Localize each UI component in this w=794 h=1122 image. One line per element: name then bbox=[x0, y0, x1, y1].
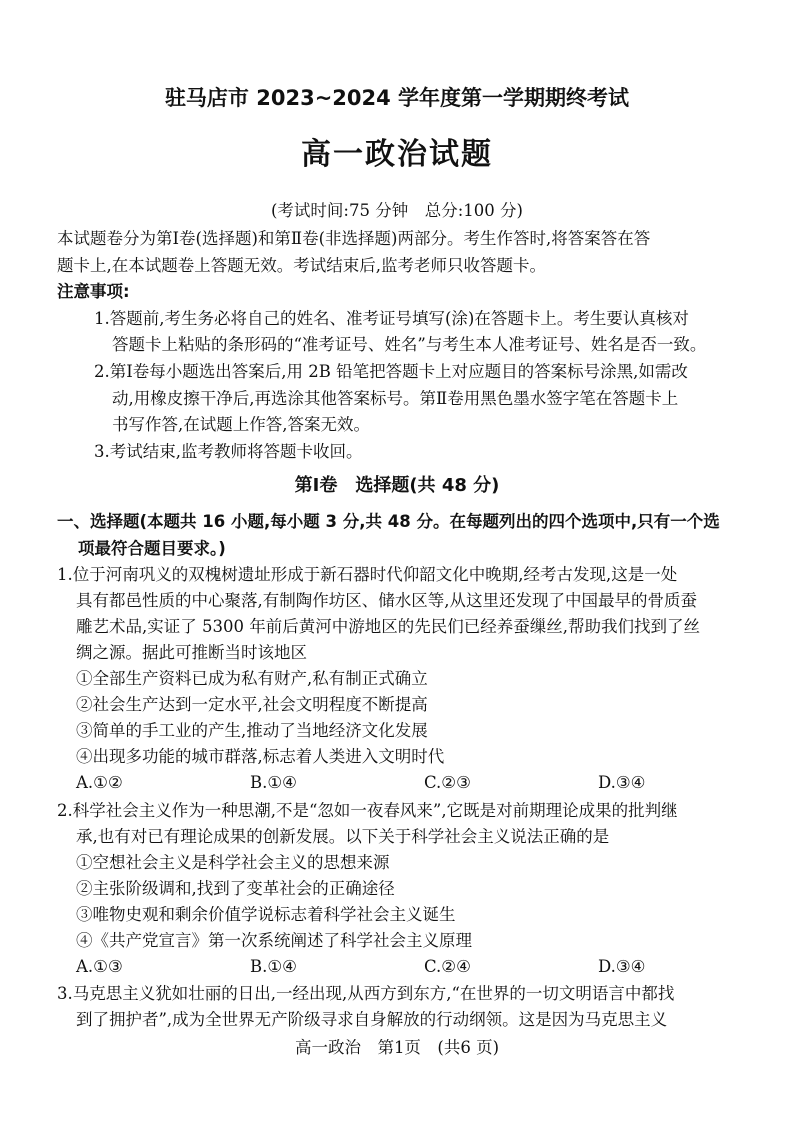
q1-stem-line: 绸之源。据此可推断当时该地区 bbox=[76, 643, 307, 662]
notice-line: 2.第Ⅰ卷每小题选出答案后,用 2B 铅笔把答题卡上对应题目的答案标号涂黑,如需改 bbox=[94, 362, 688, 381]
q2-stem-line: 承,也有对已有理论成果的创新发展。以下关于科学社会主义说法正确的是 bbox=[76, 827, 610, 846]
q1-option-a: A.①② bbox=[76, 773, 123, 792]
section-instruction-line-2: 项最符合题目要求。) bbox=[78, 539, 226, 558]
school-title: 驻马店市 2023~2024 学年度第一学期期终考试 bbox=[164, 86, 630, 110]
q1-statement: ④出现多功能的城市群落,标志着人类进入文明时代 bbox=[76, 747, 445, 766]
notice-line: 3.考试结束,监考教师将答题卡收回。 bbox=[94, 442, 363, 461]
paper-title: 高一政治试题 bbox=[301, 137, 493, 172]
q1-option-d: D.③④ bbox=[598, 773, 646, 792]
section-title: 第Ⅰ卷 选择题(共 48 分) bbox=[294, 475, 500, 496]
q3-stem-line: 到了拥护者”,成为全世界无产阶级寻求自身解放的行动纲领。这是因为马克思主义 bbox=[76, 1010, 668, 1029]
q1-option-b: B.①④ bbox=[250, 773, 297, 792]
q1-option-c: C.②③ bbox=[424, 773, 471, 792]
q2-statement: ①空想社会主义是科学社会主义的思想来源 bbox=[76, 853, 390, 872]
page-footer: 高一政治 第1页 (共6 页) bbox=[294, 1038, 500, 1057]
q1-stem-line: 雕艺术品,实证了 5300 年前后黄河中游地区的先民们已经养蚕缫丝,帮助我们找到了丝 bbox=[76, 617, 700, 636]
exam-info: (考试时间:75 分钟 总分:100 分) bbox=[271, 201, 523, 220]
q1-statement: ②社会生产达到一定水平,社会文明程度不断提高 bbox=[76, 695, 428, 714]
q1-stem-line: 具有都邑性质的中心聚落,有制陶作坊区、储水区等,从这里还发现了中国最早的骨质蚕 bbox=[76, 591, 697, 610]
q2-option-c: C.②④ bbox=[424, 957, 471, 976]
intro-line-1: 本试题卷分为第Ⅰ卷(选择题)和第Ⅱ卷(非选择题)两部分。考生作答时,将答案答在答 bbox=[57, 229, 651, 248]
q3-stem-line: 3.马克思主义犹如壮丽的日出,一经出现,从西方到东方,“在世界的一切文明语言中都找 bbox=[57, 984, 675, 1003]
section-instruction-line-1: 一、选择题(本题共 16 小题,每小题 3 分,共 48 分。在每题列出的四个选项中,只有一个选 bbox=[57, 512, 720, 531]
q1-statement: ③简单的手工业的产生,推动了当地经济文化发展 bbox=[76, 721, 428, 740]
q2-option-b: B.①④ bbox=[250, 957, 297, 976]
q2-statement: ②主张阶级调和,找到了变革社会的正确途径 bbox=[76, 879, 395, 898]
notice-line: 动,用橡皮擦干净后,再选涂其他答案标号。第Ⅱ卷用黑色墨水签字笔在答题卡上 bbox=[112, 389, 679, 408]
q1-stem-line: 1.位于河南巩义的双槐树遗址形成于新石器时代仰韶文化中晚期,经考古发现,这是一处 bbox=[57, 565, 678, 584]
q2-stem-line: 2.科学社会主义作为一种思潮,不是“忽如一夜春风来”,它既是对前期理论成果的批判继 bbox=[57, 801, 678, 820]
q1-statement: ①全部生产资料已成为私有财产,私有制正式确立 bbox=[76, 669, 428, 688]
q2-statement: ③唯物史观和剩余价值学说标志着科学社会主义诞生 bbox=[76, 905, 456, 924]
notice-line: 书写作答,在试题上作答,答案无效。 bbox=[112, 415, 370, 434]
q2-options bbox=[76, 957, 676, 977]
q2-option-d: D.③④ bbox=[598, 957, 646, 976]
q2-option-a: A.①③ bbox=[76, 957, 123, 976]
intro-line-2: 题卡上,在本试题卷上答题无效。考试结束后,监考老师只收答题卡。 bbox=[57, 256, 546, 275]
notice-line: 答题卡上粘贴的条形码的“准考证号、姓名”与考生本人准考证号、姓名是否一致。 bbox=[112, 335, 707, 354]
q2-statement: ④《共产党宣言》第一次系统阐述了科学社会主义原理 bbox=[76, 931, 472, 950]
notice-line: 1.答题前,考生务必将自己的姓名、准考证号填写(涂)在答题卡上。考生要认真核对 bbox=[94, 309, 689, 328]
notice-title: 注意事项: bbox=[57, 282, 130, 301]
q1-options bbox=[76, 773, 676, 793]
